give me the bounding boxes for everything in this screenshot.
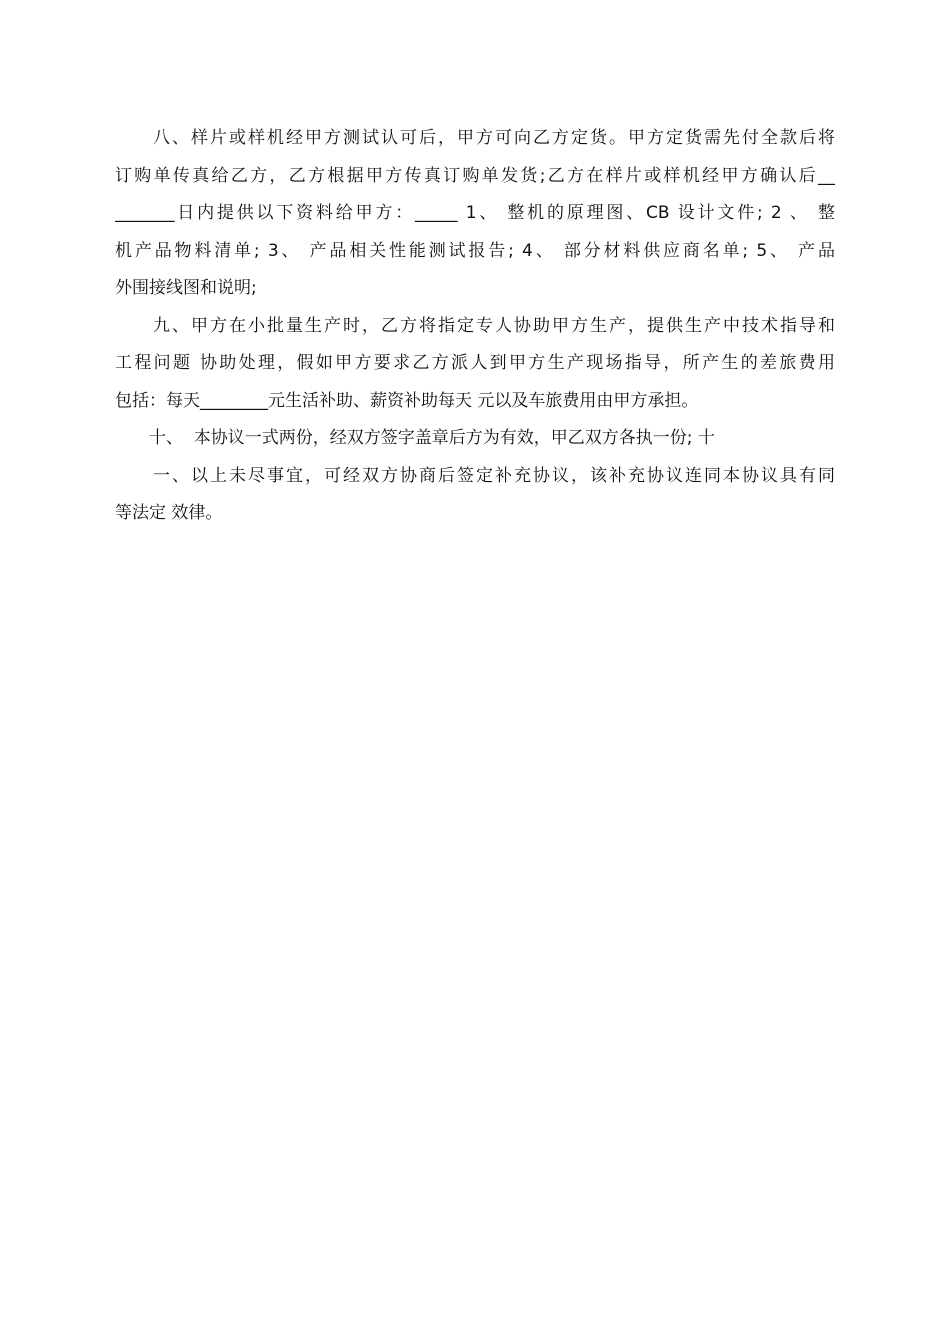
clause-8-line-4: 机产品物料清单; 3、 产品相关性能测试报告; 4、 部分材料供应商名单; 5、 产品 <box>115 240 835 261</box>
clause-11-line-1: 一、以上未尽事宜，可经双方协商后签定补充协议，该补充协议连同本协议具有同 <box>115 465 835 486</box>
clause-10-line-1: 十、 本协议一式两份，经双方签字盖章后方为有效，甲乙双方各执一份; 十 <box>115 428 715 448</box>
clause-9-line-2: 工程问题 协助处理，假如甲方要求乙方派人到甲方生产现场指导，所产生的差旅费用 <box>115 353 835 373</box>
clause-11-line-2: 等法定 效律。 <box>115 503 223 523</box>
agreement-clauses <box>115 120 835 533</box>
clause-8-line-1: 八、样片或样机经甲方测试认可后，甲方可向乙方定货。甲方定货需先付全款后将 <box>115 128 835 148</box>
clause-8-line-5: 外围接线图和说明; <box>115 278 257 298</box>
clause-8-line-3: _______日内提供以下资料给甲方：_____ 1、 整机的原理图、CB 设计文件; 2 、 整 <box>115 203 835 223</box>
clause-8-line-2: 订购单传真给乙方，乙方根据甲方传真订购单发货;乙方在样片或样机经甲方确认后__ <box>115 165 835 186</box>
clause-9-line-3: 包括：每天________元生活补助、薪资补助每天 元以及车旅费用由甲方承担。 <box>115 390 699 411</box>
clause-9-line-1: 九、甲方在小批量生产时，乙方将指定专人协助甲方生产，提供生产中技术指导和 <box>115 315 835 336</box>
